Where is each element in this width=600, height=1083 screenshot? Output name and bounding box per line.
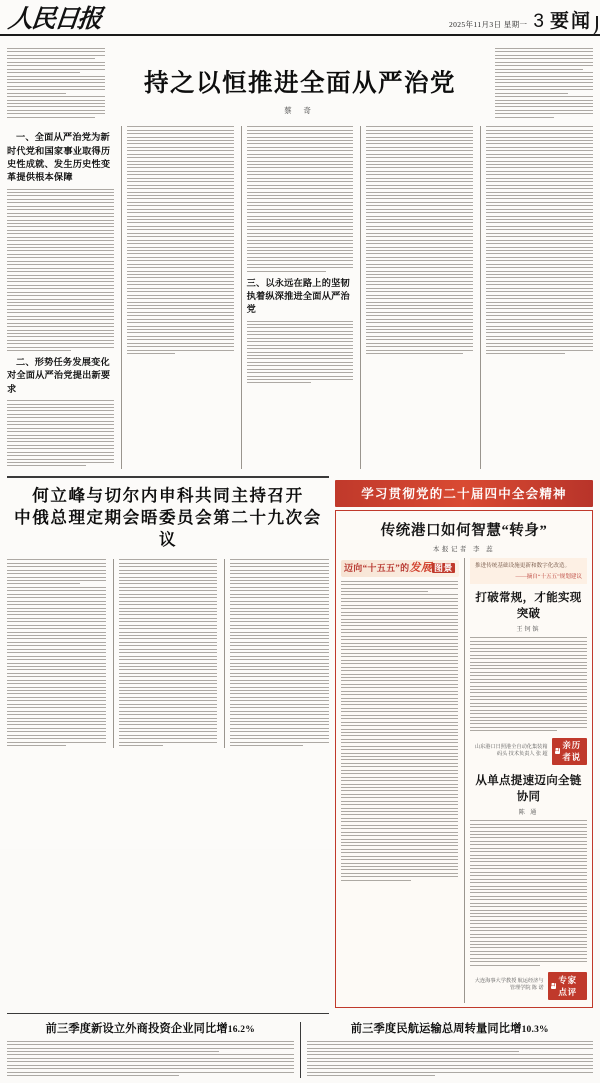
body-text-block: [7, 400, 114, 466]
second-article-columns: [7, 559, 329, 748]
second-article-col-2: [113, 559, 218, 748]
pullquote-source: ——摘自“十五五”规划建议: [515, 574, 582, 581]
series-badge[interactable]: [341, 560, 459, 577]
lead-article: [0, 36, 600, 474]
lead-subhead-3: 三、以永远在路上的坚韧执着纵深推进全面从严治党: [246, 277, 350, 315]
bottom-news-1-text: 前三季度新设立外商投资企业同比增: [45, 1023, 228, 1036]
second-article-title: [7, 485, 329, 552]
body-text-block: [7, 189, 114, 352]
body-text-block: [486, 126, 593, 354]
feature-col-right: [464, 558, 587, 1003]
body-text-block: [307, 1041, 594, 1076]
commentary-title: 打破常规，才能实现突破: [475, 592, 582, 621]
feature-title: 传统港口如何智慧“转身”: [380, 522, 548, 539]
bottom-news-1-pct: 16.2%: [227, 1025, 255, 1036]
feature-panel: [335, 510, 593, 1008]
series-badge-prefix: 迈向“十五五”的: [344, 562, 410, 573]
expert-tag-label: 专家点评: [558, 974, 577, 997]
lead-subhead-2: 二、形势任务发展变化对全面从严治党提出新要求: [7, 357, 111, 394]
study-campaign-banner[interactable]: 学习贯彻党的二十届四中全会精神: [335, 480, 593, 507]
lead-body-col-3: [241, 126, 354, 469]
bottom-news-1-title: [7, 1022, 294, 1037]
expert-tag-row: [470, 968, 587, 1003]
pullquote: [470, 558, 587, 585]
lead-body-col-2: [121, 126, 234, 469]
second-article-title-line2: 中俄总理定期会晤委员会第二十九次会议: [14, 507, 322, 550]
second-article-title-line1: 何立峰与切尔内申科共同主持召开: [32, 485, 304, 505]
lead-subhead-1: 一、全面从严治党为新时代党和国家事业取得历史性成就、发生历史性变革提供根本保障: [7, 132, 111, 183]
people-daily-logo[interactable]: 人民日报: [6, 6, 102, 33]
lead-preamble-column: [7, 48, 105, 120]
body-text-block: [7, 48, 105, 118]
body-text-block: [7, 1041, 294, 1076]
quote-mark-icon: 口: [550, 982, 557, 988]
divider: [7, 1013, 329, 1015]
quote-mark-icon: 口: [554, 748, 561, 754]
body-text-block: [341, 581, 458, 881]
witness-tag[interactable]: [552, 738, 587, 766]
bottom-news-2-title: [307, 1022, 594, 1037]
bottom-news-2[interactable]: [307, 1022, 594, 1078]
feature-column: [335, 474, 593, 1008]
body-text-block: [247, 126, 354, 271]
body-text-block: [247, 321, 354, 384]
chain-byline: 陈 通: [518, 810, 539, 817]
lead-body-col-1: [7, 126, 114, 469]
commentary-byline: 王钶镔: [516, 627, 541, 634]
second-article: [7, 474, 329, 1008]
chain-title: 从单点提速迈向全链协同: [475, 775, 582, 804]
body-text-block: [470, 820, 587, 965]
second-article-col-1: [7, 559, 106, 748]
series-badge-boxed: 图景: [434, 562, 453, 573]
lead-headline-area: [112, 48, 488, 120]
series-badge-highlight: 发展: [409, 561, 433, 574]
expert-tag[interactable]: [548, 972, 587, 1000]
bottom-news-2-text: 前三季度民航运输总周转量同比增: [350, 1023, 522, 1036]
body-text-block: [119, 559, 218, 746]
issue-date: 2025年11月3日 星期一: [448, 20, 528, 29]
body-text-block: [127, 126, 234, 354]
lead-body-col-5: [480, 126, 593, 469]
witness-tag-label: 亲历者说: [562, 740, 581, 763]
lead-columns: [7, 48, 593, 120]
body-text-block: [495, 48, 593, 118]
bottom-news-section: [0, 1019, 600, 1083]
section-name: 要闻: [549, 11, 592, 32]
feature-byline: 本报记者 李 蕊: [432, 545, 496, 553]
bottom-news-2-pct: 10.3%: [521, 1025, 549, 1036]
body-text-block: [7, 559, 106, 746]
feature-body: [341, 558, 587, 1003]
masthead-meta: [449, 6, 592, 34]
witness-note: 山东港口日照港全自动化集装箱码头 技术负责人 张 超: [474, 743, 548, 757]
pullquote-text: 推进传统基础设施更新和数字化改造。: [475, 562, 571, 569]
expert-note: 大连海事大学教授 航运经济与管理学院 陈 诺: [474, 977, 544, 992]
second-article-col-3: [224, 559, 329, 748]
masthead: [0, 0, 600, 36]
lead-body-columns: [7, 126, 593, 469]
body-text-block: [230, 559, 329, 746]
lead-body-col-4: [360, 126, 473, 469]
middle-section: [0, 474, 600, 1008]
page-title: 持之以恒推进全面从严治党: [144, 70, 456, 97]
feature-col-left: [341, 558, 458, 1003]
lead-right-preamble-column: [495, 48, 593, 120]
body-text-block: [366, 126, 473, 354]
divider: [300, 1022, 301, 1078]
lead-byline: 蔡 奇: [284, 106, 316, 116]
page-number: 3: [533, 11, 544, 32]
witness-tag-row: [470, 734, 587, 769]
divider: [7, 476, 329, 478]
body-text-block: [470, 637, 587, 731]
bottom-news-1[interactable]: [7, 1022, 294, 1078]
